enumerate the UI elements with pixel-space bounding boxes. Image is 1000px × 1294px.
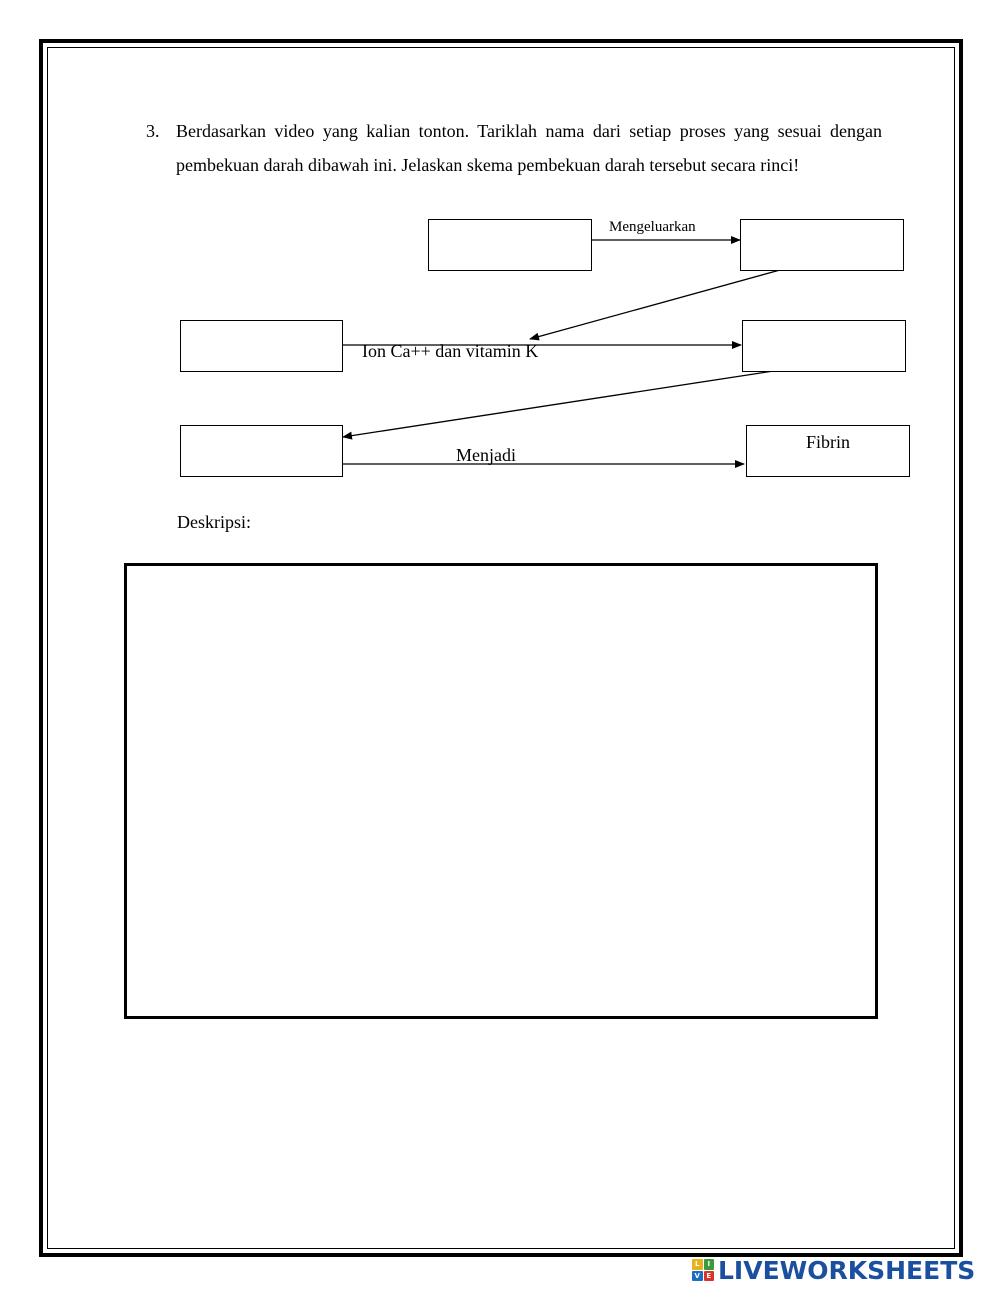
label-menjadi: Menjadi — [456, 445, 516, 465]
logo-letter-v: V — [692, 1271, 703, 1282]
fibrin-label: Fibrin — [805, 432, 850, 452]
liveworksheets-brand — [692, 1255, 975, 1285]
logo-letter-l: L — [692, 1259, 703, 1270]
answer-box-1[interactable] — [428, 219, 592, 271]
label-ion-ca-vitamin-k: Ion Ca++ dan vitamin K — [362, 341, 539, 361]
question-block — [146, 114, 882, 182]
label-mengeluarkan: Mengeluarkan — [609, 219, 696, 235]
description-answer-box[interactable] — [124, 563, 878, 1019]
answer-box-4[interactable] — [742, 320, 906, 372]
answer-box-3[interactable] — [180, 320, 343, 372]
description-label: Deskripsi: — [177, 512, 251, 532]
logo-letter-e: E — [704, 1271, 715, 1282]
brand-text: LIVEWORKSHEETS — [718, 1255, 976, 1285]
answer-box-2[interactable] — [740, 219, 904, 271]
liveworksheets-logo-icon — [692, 1259, 714, 1281]
answer-box-5[interactable] — [180, 425, 343, 477]
question-text: Berdasarkan video yang kalian tonton. Tariklah nama dari setiap proses yang sesuai dengan pembekuan darah dibawah ini. Jelaskan skema pembekuan darah tersebut secara rinci! — [176, 121, 882, 175]
logo-letter-i: I — [704, 1259, 715, 1270]
question-number: 3. — [146, 121, 160, 141]
fibrin-box — [746, 425, 910, 477]
